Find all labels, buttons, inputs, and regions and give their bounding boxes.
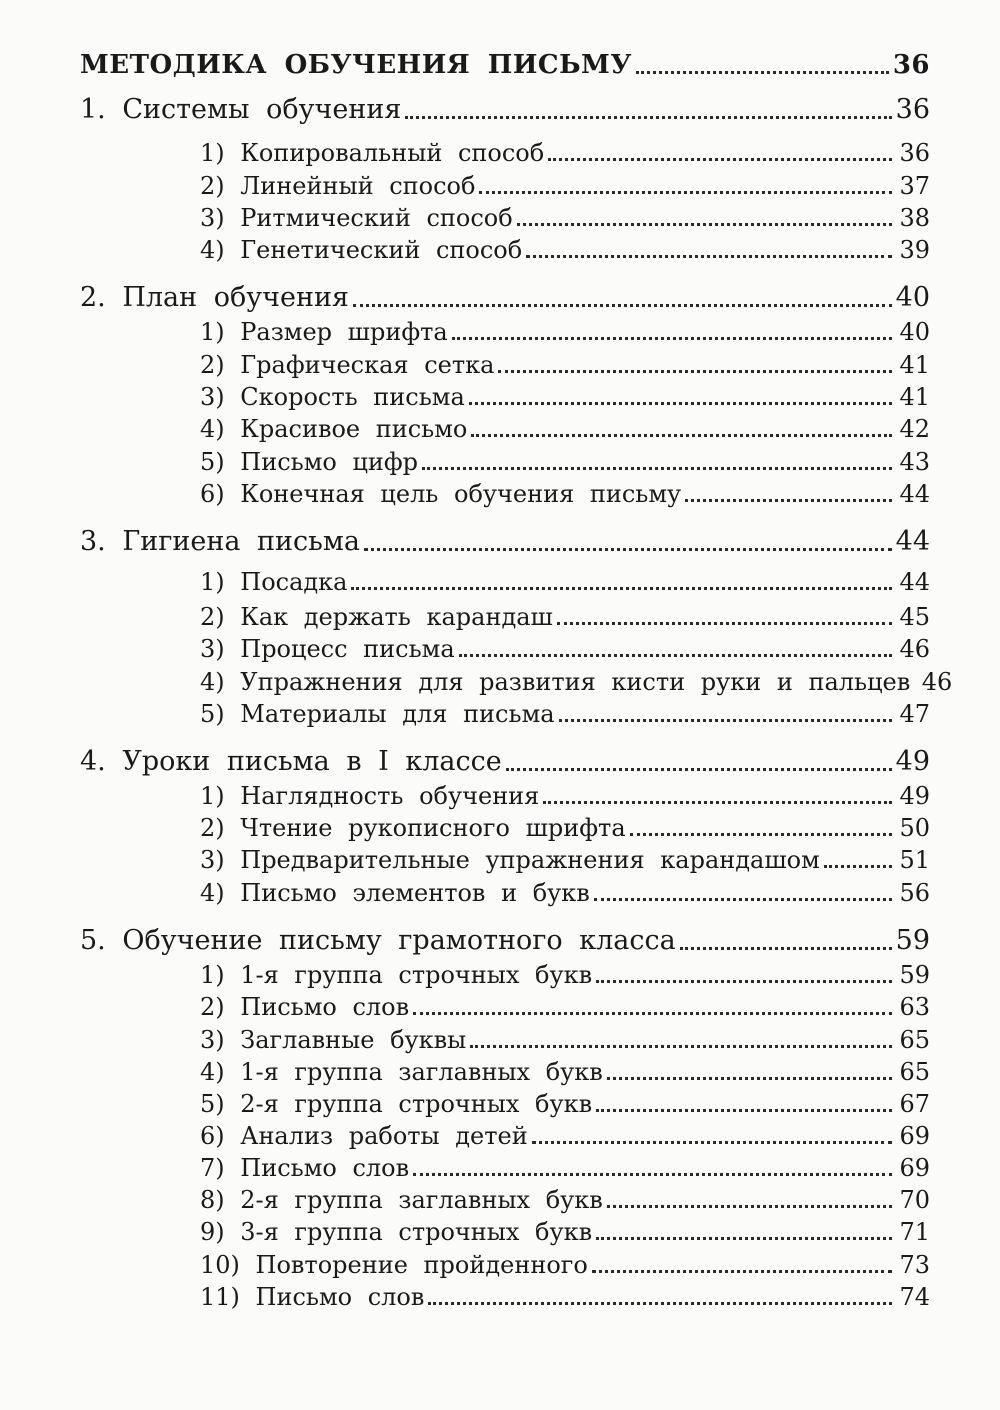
toc-item [200,1186,930,1214]
page-number: 36 [899,139,930,167]
main-title: МЕТОДИКА ОБУЧЕНИЯ ПИСЬМУ [80,50,632,80]
page-number: 69 [899,1122,930,1150]
dot-leader [471,434,892,437]
item-label: 5) Письмо цифр [200,448,419,476]
toc-item [200,204,930,232]
page-number: 41 [899,351,930,379]
toc-section-1 [80,94,930,125]
dot-leader [680,947,892,950]
dot-leader [543,801,892,804]
dot-leader [607,1205,892,1208]
page-number: 65 [899,1058,930,1086]
section-label: 3. Гигиена письма [80,526,360,557]
toc-item [200,814,930,842]
page-number: 49 [895,746,930,777]
dot-leader [548,158,892,161]
page-number: 44 [895,526,930,557]
dot-leader [470,1045,892,1048]
item-label: 8) 2-я группа заглавных букв [200,1186,603,1214]
dot-leader [422,467,892,470]
toc-item [200,1283,930,1311]
page-number: 39 [899,236,930,264]
item-label: 4) Упражнения для развития кисти руки и пальцев [200,668,911,696]
page-number: 63 [899,993,930,1021]
dot-leader [596,980,892,983]
toc-item [200,139,930,167]
page-number: 69 [899,1154,930,1182]
toc-item [200,318,930,346]
item-label: 3) Заглавные буквы [200,1026,467,1054]
item-label: 2) Письмо слов [200,993,410,1021]
toc-main-heading [80,50,930,80]
item-label: 11) Письмо слов [200,1283,425,1311]
page-number: 36 [895,94,930,125]
page-number: 73 [899,1251,930,1279]
toc-item [200,603,930,631]
page-number: 49 [899,782,930,810]
section-label: 1. Системы обучения [80,94,402,125]
toc-item [200,448,930,476]
toc-item [200,1154,930,1182]
dot-leader [596,1237,892,1240]
page-number: 44 [899,568,930,596]
dot-leader [607,1077,892,1080]
toc-section-4 [80,746,930,777]
item-label: 2) Чтение рукописного шрифта [200,814,626,842]
dot-leader [413,1173,892,1176]
item-label: 3) Предварительные упражнения карандашом [200,846,820,874]
page-number: 71 [899,1218,930,1246]
item-label: 1) Размер шрифта [200,318,448,346]
item-label: 3) Ритмический способ [200,204,513,232]
toc-section-3 [80,526,930,557]
dot-leader [405,116,891,119]
toc-item [200,1122,930,1150]
page-number: 40 [899,318,930,346]
page-number: 42 [899,415,930,443]
page-number: 51 [899,846,930,874]
toc-item [200,846,930,874]
item-label: 10) Повторение пройденного [200,1251,588,1279]
toc-item [200,993,930,1021]
item-label: 2) Как держать карандаш [200,603,553,631]
toc-item [200,351,930,379]
item-label: 1) Наглядность обучения [200,782,540,810]
toc-item [200,879,930,907]
item-label: 5) 2-я группа строчных букв [200,1090,593,1118]
toc-item [200,1090,930,1118]
page-number: 46 [921,668,953,696]
item-label: 1) 1-я группа строчных букв [200,961,593,989]
dot-leader [506,768,892,771]
page-number: 50 [899,814,930,842]
dot-leader [630,833,892,836]
section-label: 2. План обучения [80,282,349,313]
toc-item [200,480,930,508]
toc-item [200,635,930,663]
dot-leader [498,370,892,373]
toc-item [200,961,930,989]
dot-leader [596,1109,892,1112]
page-number: 45 [899,603,930,631]
item-label: 6) Анализ работы детей [200,1122,528,1150]
dot-leader [452,337,892,340]
item-label: 6) Конечная цель обучения письму [200,480,682,508]
dot-leader [351,587,892,590]
toc-item [200,172,930,200]
item-label: 4) Письмо элементов и букв [200,879,590,907]
dot-leader [636,71,889,74]
item-label: 2) Линейный способ [200,172,476,200]
dot-leader [364,548,892,551]
item-label: 9) 3-я группа строчных букв [200,1218,593,1246]
dot-leader [532,1141,892,1144]
toc-item [200,383,930,411]
page-number: 56 [899,879,930,907]
item-label: 4) Генетический способ [200,236,523,264]
dot-leader [469,402,892,405]
toc-item [200,1058,930,1086]
dot-leader [413,1012,892,1015]
toc-section-5 [80,925,930,956]
toc-item [200,1251,930,1279]
dot-leader [594,898,892,901]
page-number: 70 [899,1186,930,1214]
item-label: 5) Материалы для письма [200,700,555,728]
page-number: 67 [899,1090,930,1118]
page-number: 43 [899,448,930,476]
page-number: 36 [892,50,930,80]
item-label: 1) Посадка [200,568,348,596]
dot-leader [557,622,892,625]
page-number: 74 [899,1283,930,1311]
section-label: 4. Уроки письма в I классе [80,746,502,777]
dot-leader [428,1302,892,1305]
dot-leader [526,255,892,258]
toc-item [200,668,953,696]
toc-item [200,1026,930,1054]
page-number: 65 [899,1026,930,1054]
toc-item [200,782,930,810]
page-number: 59 [895,925,930,956]
dot-leader [824,865,892,868]
page-number: 59 [899,961,930,989]
page-number: 44 [899,480,930,508]
dot-leader [685,499,892,502]
item-label: 1) Копировальный способ [200,139,545,167]
toc-section-2 [80,282,930,313]
item-label: 4) Красивое письмо [200,415,468,443]
toc-item [200,568,930,596]
dot-leader [479,191,892,194]
item-label: 3) Скорость письма [200,383,465,411]
item-label: 3) Процесс письма [200,635,455,663]
page-number: 38 [899,204,930,232]
dot-leader [592,1270,892,1273]
page-number: 47 [899,700,930,728]
toc-item [200,236,930,264]
page-number: 37 [899,172,930,200]
toc-item [200,700,930,728]
item-label: 7) Письмо слов [200,1154,410,1182]
page-number: 41 [899,383,930,411]
item-label: 4) 1-я группа заглавных букв [200,1058,603,1086]
section-label: 5. Обучение письму грамотного класса [80,925,676,956]
dot-leader [559,719,892,722]
dot-leader [459,654,892,657]
item-label: 2) Графическая сетка [200,351,495,379]
toc-item [200,415,930,443]
toc-item [200,1218,930,1246]
dot-leader [353,304,892,307]
page-number: 40 [895,282,930,313]
page-number: 46 [899,635,930,663]
dot-leader [517,223,892,226]
